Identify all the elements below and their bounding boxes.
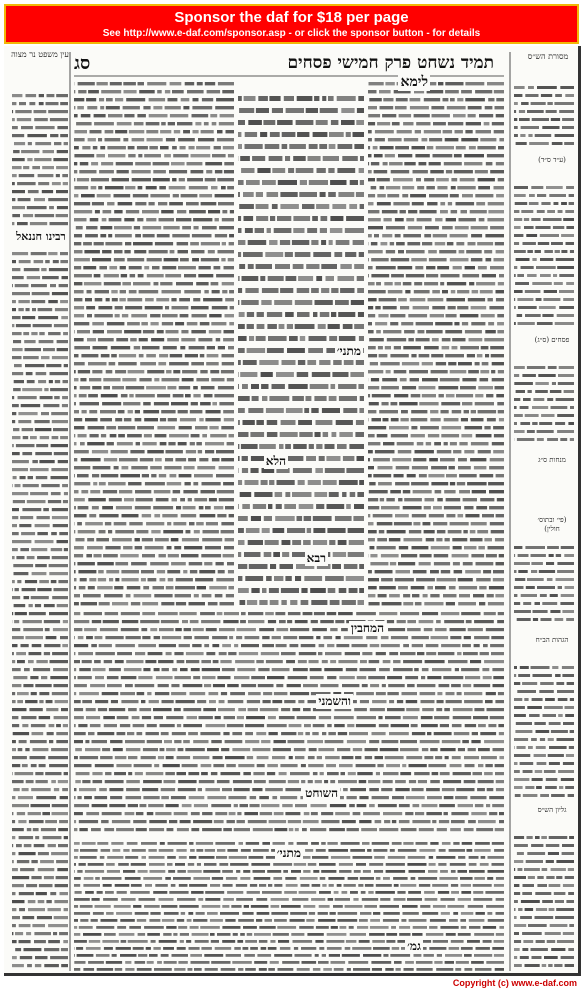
side-note-2: פסחים (ס״ג)	[534, 336, 570, 344]
page-header	[74, 50, 494, 76]
dibur-halo: הלא	[265, 454, 286, 468]
dibur-rava: רבא	[306, 551, 326, 565]
dibur-gemara: גמ׳	[407, 939, 421, 953]
page-text-texture	[4, 46, 581, 976]
copyright-link[interactable]: Copyright (c) www.e-daf.com	[452, 978, 577, 988]
sponsor-title: Sponsor the daf for $18 per page	[174, 9, 409, 26]
dibur-hashohet: השוחט	[305, 786, 338, 800]
page-title: תמיד נשחט פרק חמישי פסחים	[287, 53, 494, 73]
page-number: סג	[74, 52, 91, 74]
side-note-1: (ע״ד ס״ד)	[538, 156, 566, 164]
dibur-hamahbin: המחבין	[350, 621, 384, 635]
ein-mishpat-label: עין משפט נר מצוה	[11, 50, 69, 59]
rabbenu-hananel-heading: רבינו חננאל	[16, 230, 66, 243]
masoret-hashas-label: מסורת הש״ס	[527, 52, 569, 61]
side-note-4: (פי׳ ובתוס׳ חולין)	[537, 516, 567, 533]
side-note-3: מנחות ס״ג	[538, 456, 566, 464]
dibur-vehu: והשמני	[318, 694, 351, 708]
dibur-matni: מתני׳	[276, 846, 301, 860]
sponsor-subtitle: See http://www.e-daf.com/sponsor.asp - or click the sponsor button - for details	[102, 28, 481, 39]
dibur-lima: לימא	[400, 74, 428, 90]
dibur-mathni: מתני׳	[336, 344, 361, 358]
side-note-6: גליון הש״ס	[537, 806, 567, 814]
side-note-5: הגהות הב״ח	[535, 636, 569, 644]
talmud-page	[4, 46, 581, 976]
sponsor-banner[interactable]	[4, 4, 579, 44]
